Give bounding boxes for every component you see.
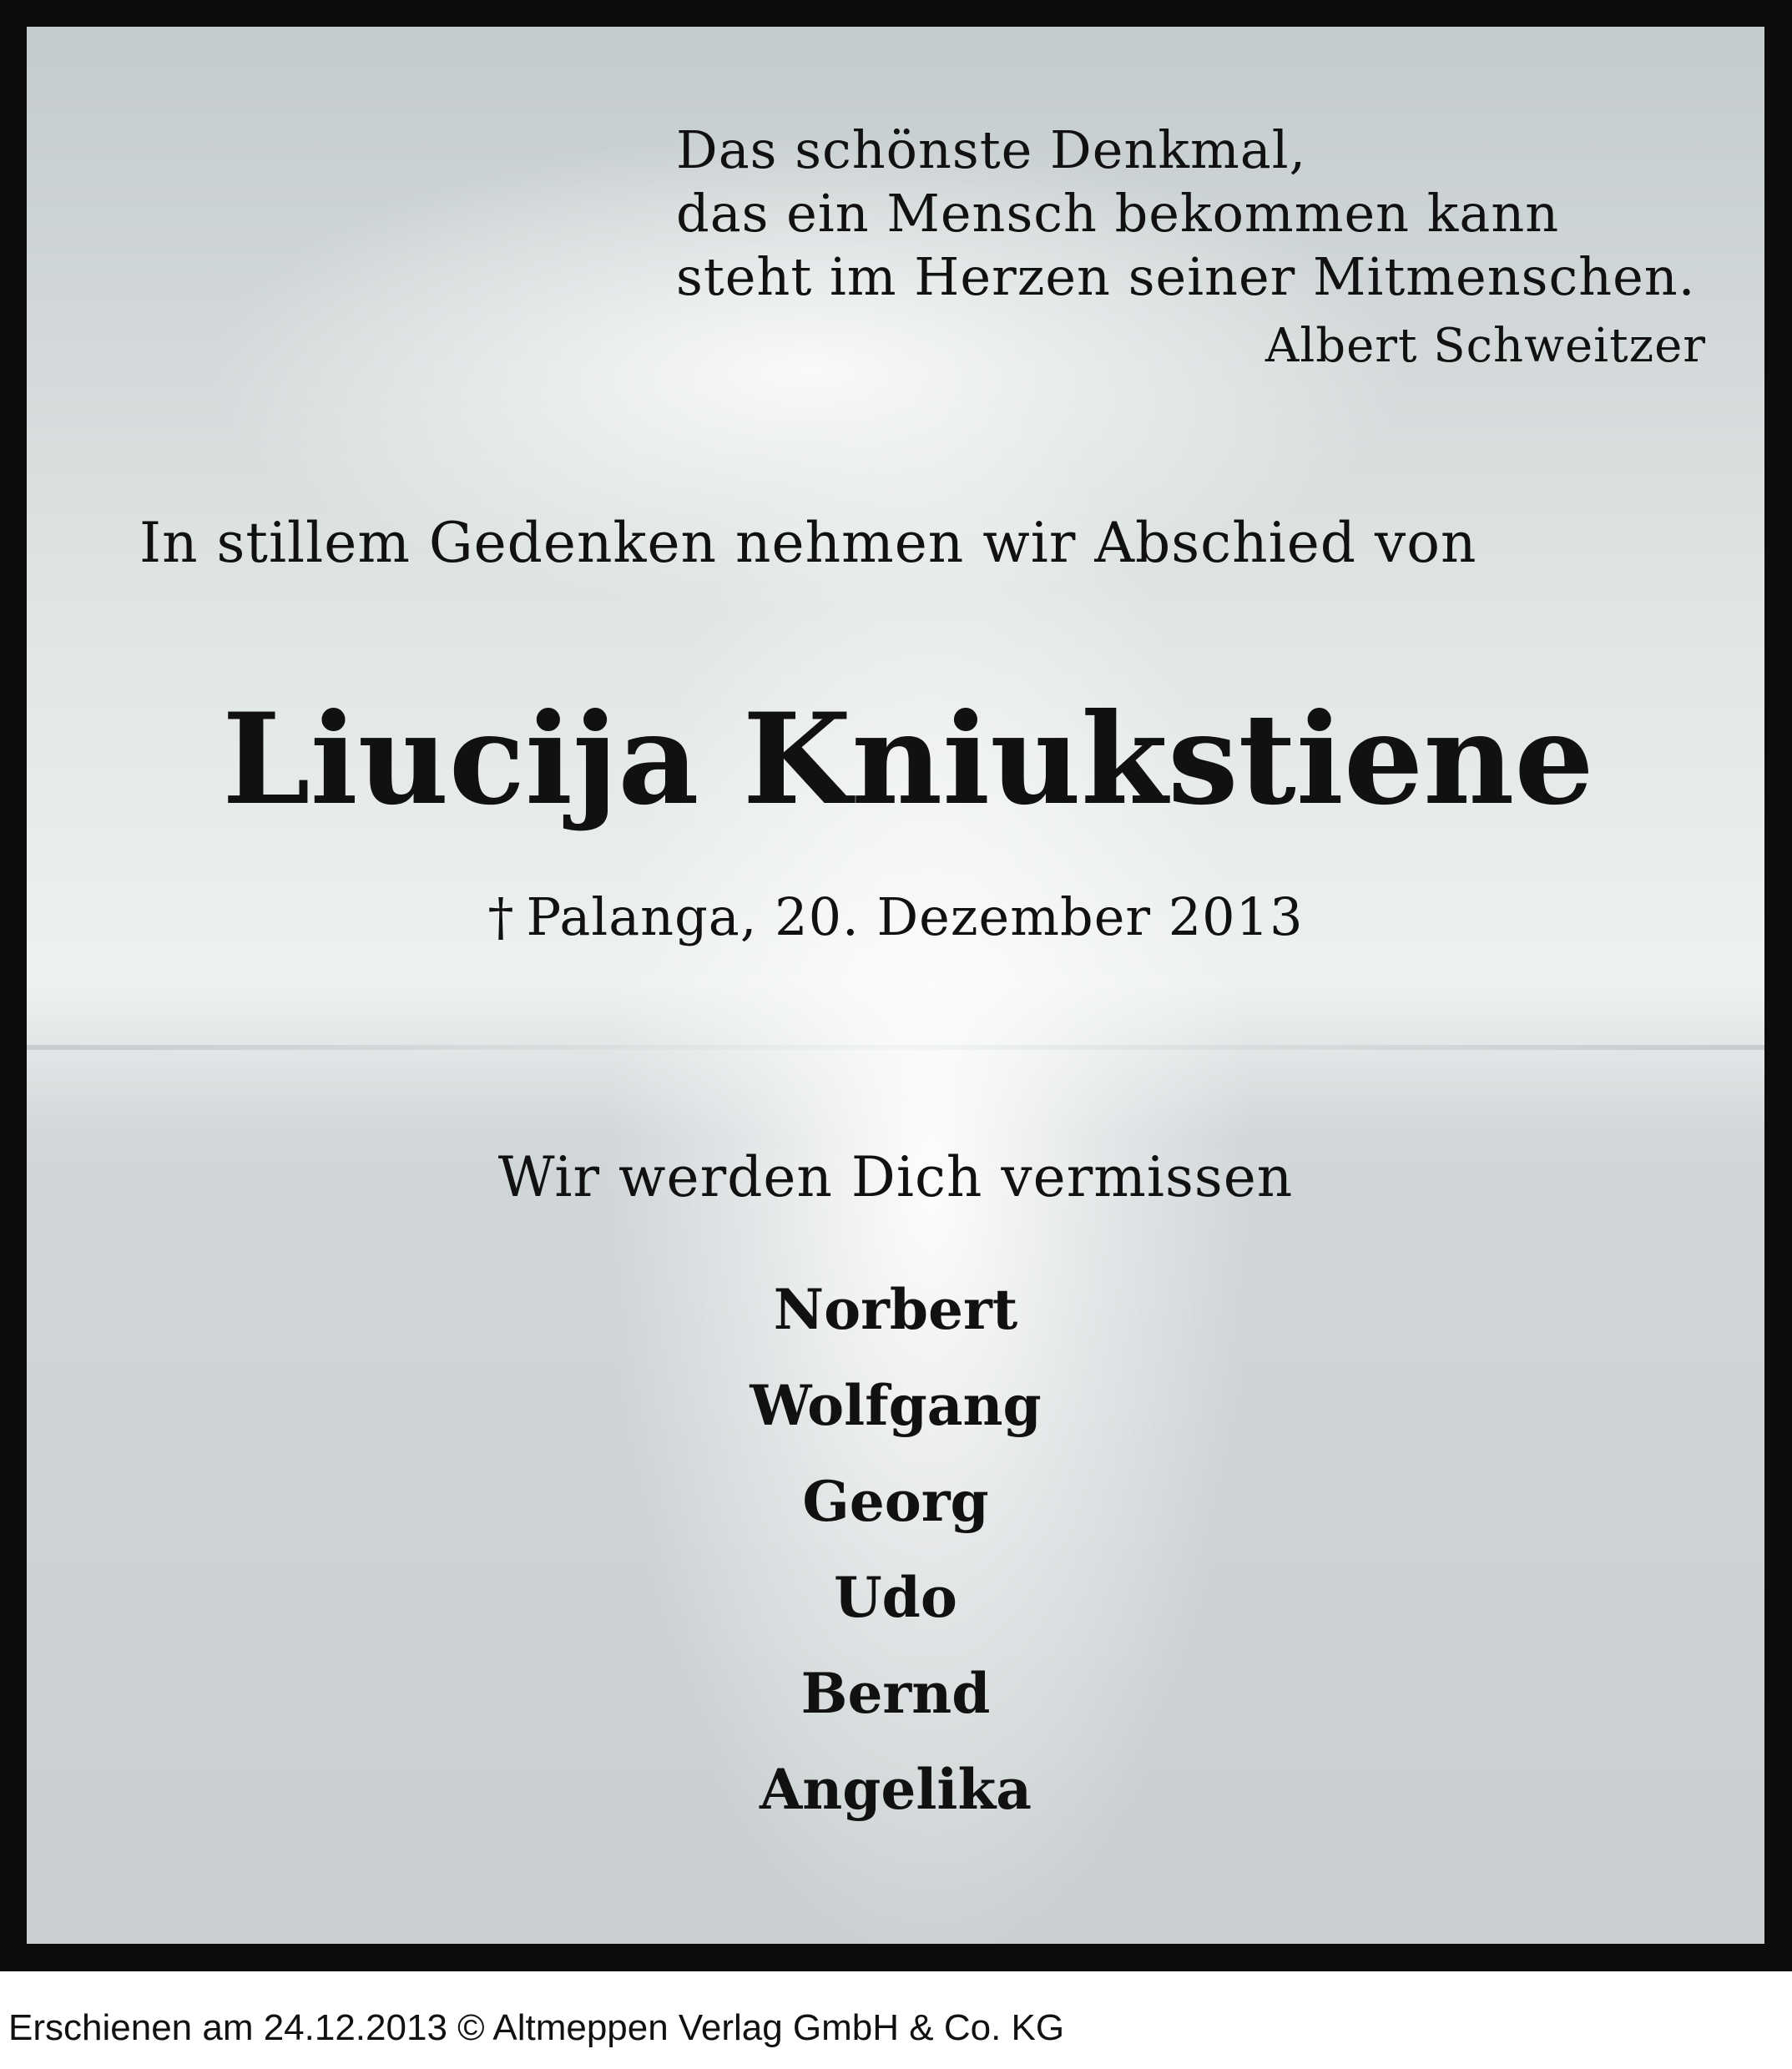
publication-footer: Erschienen am 24.12.2013 © Altmeppen Verlag GmbH & Co. KG [8, 2007, 1065, 2048]
mourner-name: Wolfgang [750, 1373, 1042, 1438]
background-horizon [27, 1045, 1764, 1050]
mourner-list [27, 1262, 1764, 1838]
quote-block [676, 119, 1719, 309]
mourner-name: Norbert [773, 1277, 1018, 1342]
cross-icon: † [487, 886, 515, 947]
death-place-date: Palanga, 20. Dezember 2013 [526, 886, 1304, 947]
quote-line: steht im Herzen seiner Mitmenschen. [676, 246, 1696, 307]
farewell-text: Wir werden Dich vermissen [497, 1145, 1294, 1209]
mourner-name: Bernd [800, 1661, 991, 1726]
quote-line: das ein Mensch bekommen kann [676, 183, 1560, 244]
quote-author: Albert Schweitzer [1264, 319, 1706, 373]
death-info [27, 886, 1764, 947]
obituary-card [27, 27, 1764, 1944]
mourner-name: Udo [834, 1565, 957, 1630]
deceased-name: Liucija Kniukstiene [222, 686, 1594, 833]
intro-text: In stillem Gedenken nehmen wir Abschied von [139, 511, 1477, 575]
mourner-name: Angelika [760, 1757, 1032, 1822]
quote-line: Das schönste Denkmal, [676, 119, 1307, 180]
mourner-name: Georg [802, 1469, 989, 1534]
